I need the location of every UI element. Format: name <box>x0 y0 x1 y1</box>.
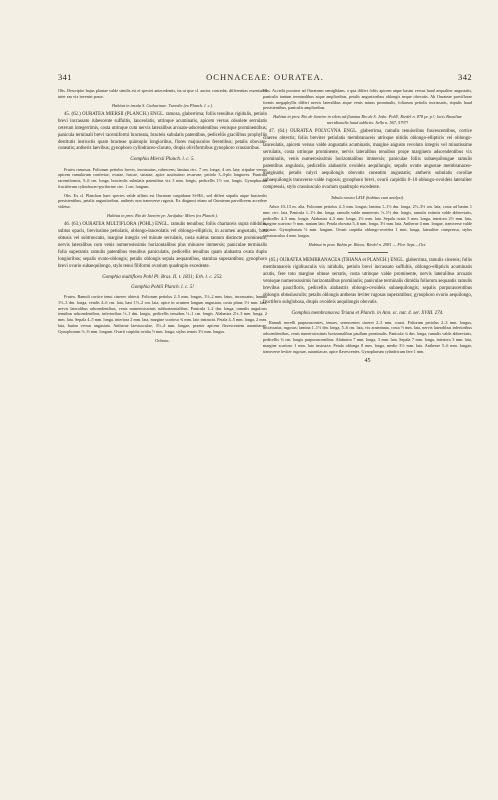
running-header <box>58 72 472 84</box>
signature-page-number: 45 <box>364 358 371 365</box>
species-65-description: Ramuli novelli purpurascentes, tenues, senescentes cinerei 2–3 mm. crassi. Foliorum petiolus 2–3 mm. longus, incrassatus, rugosus; lamina 1–1½ dm. longa, 5–6 cm. lata, vix acuminata, costa ½ mm. lata, nervis lateralibus inferioribus adscendentibus, venis numerosissimis horizontalibus paullum prominulis. Panicula ¼ dm. longa, ramulis valde abbreviatis, pedicellis ¾ cm. longis purpurascentibus. Alabastra 7 mm. longa, 3 mm. lata. Sepala 7 mm. longa, interiora 3 mm. lata, margine scarioso 1 mm. lato instructa. Petala oblonga 8 mm. longa, medio 3½ mm. lata. Antherae 5–6 mm. longae, transverse leviter rugosae, aurantiacae, apice flavescentes. Gynophorum cylindricum fere 1 mm. <box>263 319 472 354</box>
species-47-description: Arbor 10–13 m. alta. Foliorum petiolus 4–5 mm. longus; lamina 1–1½ dm. longa, 2½–3½ cm. lata, costa ad basim 1 mm. circ. lata. Panicula 1–1½ dm. longa, ramulis valde numerosis ½–1½ dm. longis, ramulis extimis valde abbreviatis, pedicellis 4–5 mm. longis. Alabastra 4–5 mm. longa, 2½ mm. lata. Sepala ovata 5 mm. longa, interiora 2½ mm. lata, margine scarioso ½ mm. tantum lato. Petala obovata 5–6 mm. longa, 3½ mm. lata. Antherae 4 mm. longae, transverse valde rugosae. Gynophorum ½ mm. longum. Ovarii carpidia oblongo-ovoidea 1 mm. longa, lateraliter compressa, stylus crassiusculus 4 mm. longus. <box>263 204 472 239</box>
habitat-note-right: Habitat in prov. Rio de Janeiro in silvis ad flumina Rio de S. João: Pohl!, Riedel n. 878 pr. p.!; locis Brasiliae meridionalis haud addictis: Sello n. 567, 5797! <box>273 114 462 126</box>
species-45-observation: Obs. Ex cl. Planchon haec species valde affinis est Ourateae cuspidatae St-Hil., sed differt stipulis atque bracteolis persistentibus, petalis angustioribus, antheris non transverse rugosis. Ex diagnosi etiam ad Ourateam parviflorem accedere videtur. <box>58 192 267 210</box>
habitat-note: Habitat in insula S. Catharinae: Tweedie (ex Planch. l. c.). <box>111 102 214 108</box>
plate-reference: Tabula nostra LXIX (habitus cum analysi). <box>330 194 405 200</box>
species-46-synonym-2: Gomphia Pohlii Planch. l. c. 5! <box>131 284 194 290</box>
species-45-synonym: Gomphia Miersii Planch. l. c. 5. <box>130 157 195 163</box>
section-divider <box>348 252 388 253</box>
observation-paragraph: Obs. Descriptio hujus plantae valde similis est ei speciei antecedentis, ita ut ipse cl. auctor concedat, differentias essentiales inter eas vix inveniri posse. <box>58 88 267 99</box>
species-46-synonym-1: Gomphia multiflora Pohl Pl. Bras. II. t. 1831; Erh. l. c. 253. <box>102 274 223 280</box>
signature-footnote: Ochnac. <box>155 337 170 343</box>
species-45-description: Frutex ramosus. Foliorum petiolus brevis, incrassatus, rubescens; lamina circ. 7 cm. longa, 4 cm. lata; stipulae versus apicem ramulorum confertae, ovatae, fuscae, striatae, apice acutissimo recurvae, petiolo 3–4-plo longiores. Panicula racemiformis, 5–6 cm. longa, bracteolis subulatis patentibus vix 3 mm. longis, pedicellis 1½ cm. longis. Gynophorum fructiferum cylindraceo-pyriforme circ. 1 cm. longum. <box>58 166 267 189</box>
species-46-diagnosis: 46. (63.) OURATEA MULTIFLORA (POHL) ENGL. ramulis tenuibus; foliis chartaceis supra nitidulis, subtus opacis, breviusime petiolatis, oblongo-lanceolatis vel oblongo-ellipticis, in acumen angustatis, basi obtusis vel subtruncatis, margine integris vel minute serrulatis, costa subtus tantum distincte prominente, nervis lateralibus cum venis numerosissimis horizontalibus plus minusve immersis; paniculae terminalis folia superantis ramulis patentibus tenuibus paniculatis, pedicellis tenuibus quam alabastra ovata duplo longioribus; sepalis ovato-oblongis; petalis oblongis sepala aequantibus, stamina superantibus; gynophoro brevi ovario subaequilongo, stylo tenui filiformi ovarium quadruplo excedente. <box>58 222 267 269</box>
species-45-diagnosis: 45. (62.) OURATEA MIERSII (PLANCH.) ENGL. ramosa, glaberrima; foliis tenuibus rigidulis, petiolo brevi incrassato rubescente suffultis, lanceolatis, utrinque acuminatis, apicem versus obsolete serrulatis ceterum integerrimis, costa utrinque cum nervis lateralibus arcuato-adscendentibus venisque prominentibus; panicula terminali brevi racemiformi bracteata, bracteis subulatis patentibus, pedicellis gracilibus prophyllis destitutis instructis quam bracteae quintuplo longioribus, flores majusculos ferentibus; petalis obovato-cuneatis; antheris laevibus; gynophoro cylindraceo-clavato, drupis oliviformibus gynophoro crassioribus. <box>58 111 267 152</box>
species-46-description: Frutex. Ramuli cortice tenui cinereo obtecti. Foliorum petiolus 2–5 mm. longus, 1½–2 mm. latus, incrassatus; lamina 1½–3 dm. longa, vendis 4–6 cm. lata, basi 1½–2 cm. lata, apice in acumen longum angustata, costa plana 1½ mm. lata, nervis lateralibus adscendentibus, venis numerosissimis subhorizontalibus. Panicula 1–2 dm. longa, ramulis angulosis tenuibus adscendentibus, inferioribus ½–1 dm. longis, pedicellis tenuibus ½–1 cm. longis. Alabastra 2½–3 mm. longa, 2 mm. lata. Sepala 4–5 mm. longa, interiora 2 mm. lata, margine scarioso ¾ mm. lato instructa. Petala 4–5 mm. longa, 2 mm. lata, basim versus angustata. Antherae laeviusculae, 3½–4 mm. longae, praeter apicem flavescentem aurantiacae. Gynophorum ½–⅔ mm. longum. Ovarii carpidia ovalia ½ mm. longa; stylus tenuis 3½ mm. longus. <box>58 294 267 334</box>
running-title: OCHNACEAE: OURATEA. <box>206 72 324 82</box>
species-47-habitat: Habitat in prov. Bahia pr. Ilheos: Riedel n. 2981 — Flor. Sept.—Oct. <box>308 241 427 247</box>
page-number-right: 342 <box>458 72 472 82</box>
species-45-habitat: Habitat in prov. Rio de Janeiro pr. Jurújuba: Miers (ex Planch.). <box>106 213 219 219</box>
right-column <box>263 88 472 772</box>
species-47-diagnosis: 47. (64.) OURATEA POLYGYNA ENGL. glaberrima, ramulis tenuioribus fuscescentibus, cortice cinereo obtectis; foliis breviter petiolatis membranaceis utrinque nitidis oblongo-ellipticis vel oblongo-lanceolatis, apicem versus valde angustatis acuminatis, margine angusto revoluto integris vel minutissime serrulatis, costa utrinque prominente, nervis lateralibus tenuibus prope marginem adscendentibus vix prominulis, venis numerosissimis horizontalibus immersis; paniculae foliis subaequilongae ramulis patentibus angulosis, pedicellis alabastris ovoideis aequilongis; sepalis ovatis angustae membranaceo-marginatis; petalis calyci aequilongis obovatis cuneatim angustatis; antheris subulatis corollae subaequilongis transverse valde rugosis; gynophoro brevi, ovarii carpidiis 8–10 oblongo-ovoideis lateraliter compressis, stylo crassiusculo ovarium quadruplo excedente. <box>263 129 472 190</box>
page-number-left: 341 <box>58 72 72 82</box>
left-column <box>58 88 267 772</box>
species-65-synonym: Gomphia membranacea Triana et Planch. in Ann. sc. nat. 4. ser. XVIII. 274. <box>291 310 444 316</box>
species-65-diagnosis: (65.) OURATEA MEMBRANACEA (TRIANA et PLANCH.) ENGL. glaberrima, ramulis cinereis; foliis membranaceis rigidiusculis vix nitidulis, petiolo brevi incrassato suffultis, oblongo-ellipticis acuminatis acutis, fere toto margine obtuse serratis, costa utrinque valde prominente, nervis lateralibus arcuatis venisque numerosissimis horizontalibus prominulis; paniculae terminalis dimidia foliorum aequantis ramulis brevibus paucifloris, pedicellis alabastris oblongo-ovoideis subaequilongis; sepalis purpurascentibus oblongis obtusiusculis; petalis oblongis antheras leviter rugosas superantibus; gynophoro ovario aequilongo, fructifero subglobosa, drupis ovoideis aequilongis obovatis. <box>263 257 472 305</box>
observation-paragraph-right: Obs. Accedit proxime ad Ourateam semiglidam, a qua differt foliis apicem atque basim versus haud aequaliter angustatis, paniculis tantum terminalibus atque amplioribus, petalis angustioribus oblongis neque obovatis. Ab Ourateae parviflorae formis megaphyllis differt nervis lateralibus atque venis minus prominulis, foliorum petiolis incrassatis, stipulis haud persistentibus, paniculis amplioribus. <box>263 88 472 111</box>
